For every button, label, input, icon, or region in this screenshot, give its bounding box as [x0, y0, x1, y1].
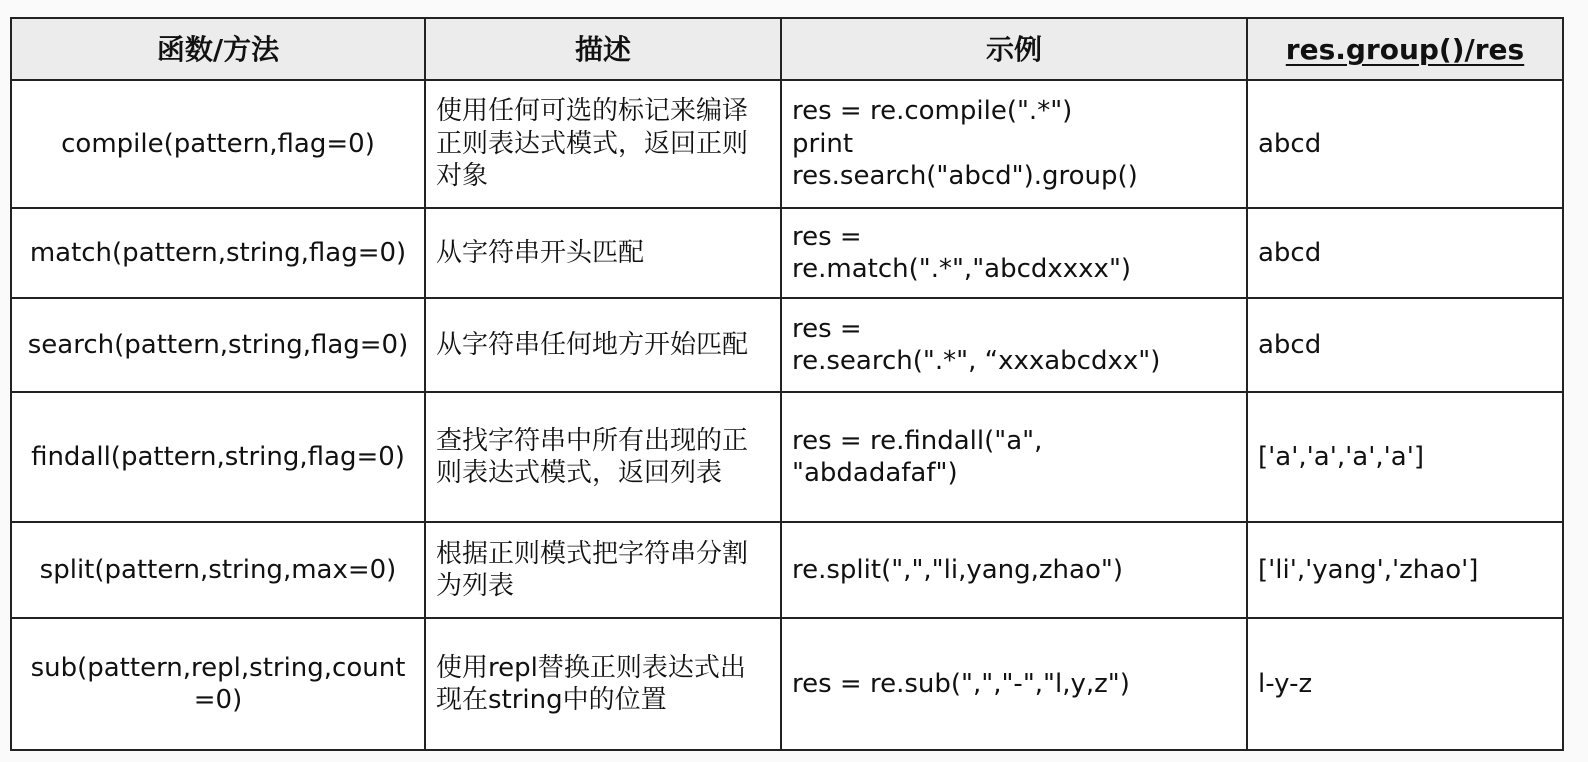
- table-row: [11, 298, 1563, 392]
- example-line: re.match(".*","abcdxxxx"): [792, 254, 1132, 284]
- description-cell: [425, 298, 781, 392]
- regex-functions-table: [10, 17, 1564, 751]
- result-cell: ['li','yang','zhao']: [1247, 522, 1563, 618]
- description-text: 使用repl替换正则表达式出现在string中的位置: [436, 652, 746, 715]
- function-cell: [11, 522, 425, 618]
- description-cell: [425, 208, 781, 298]
- header-function: 函数/方法: [11, 18, 425, 80]
- table-row: [11, 522, 1563, 618]
- example-cell: [781, 522, 1247, 618]
- table-row: [11, 208, 1563, 298]
- result-cell: l-y-z: [1247, 618, 1563, 750]
- header-description: 描述: [425, 18, 781, 80]
- description-cell: [425, 80, 781, 208]
- function-cell: [11, 298, 425, 392]
- function-signature: search(pattern,string,flag=0): [27, 329, 409, 360]
- function-cell: [11, 618, 425, 750]
- header-result: res.group()/res: [1247, 18, 1563, 80]
- function-cell: [11, 80, 425, 208]
- example-line: res =: [792, 313, 862, 344]
- example-line: re.search(".*", “xxxabcdxx"): [792, 346, 1161, 376]
- example-line: res = re.compile(".*"): [792, 96, 1073, 127]
- function-cell: [11, 392, 425, 522]
- example-line: res =: [792, 221, 862, 252]
- example-line: print: [792, 128, 854, 159]
- header-row: [11, 18, 1563, 80]
- description-text: 从字符串任何地方开始匹配: [436, 329, 749, 360]
- result-cell: abcd: [1247, 298, 1563, 392]
- description-cell: [425, 392, 781, 522]
- description-cell: [425, 522, 781, 618]
- result-cell: ['a','a','a','a']: [1247, 392, 1563, 522]
- table-row: [11, 392, 1563, 522]
- table-row: [11, 618, 1563, 750]
- example-cell: [781, 208, 1247, 298]
- example-line: re.split(",","li,yang,zhao"): [792, 554, 1123, 585]
- example-line: res.search("abcd").group(): [792, 161, 1138, 192]
- example-line: "abdadafaf"): [792, 458, 958, 488]
- example-cell: [781, 392, 1247, 522]
- result-cell: abcd: [1247, 208, 1563, 298]
- function-signature: findall(pattern,string,flag=0): [31, 441, 405, 472]
- function-signature: split(pattern,string,max=0): [39, 554, 397, 585]
- example-line: res = re.findall("a",: [792, 425, 1043, 456]
- function-signature: compile(pattern,flag=0): [61, 128, 375, 159]
- example-cell: [781, 618, 1247, 750]
- description-text: 使用任何可选的标记来编译正则表达式模式，返回正则对象: [436, 96, 749, 192]
- function-cell: [11, 208, 425, 298]
- function-signature: match(pattern,string,flag=0): [29, 237, 407, 268]
- example-line: res = re.sub(",","-","l,y,z"): [792, 668, 1130, 699]
- example-cell: [781, 298, 1247, 392]
- example-cell: [781, 80, 1247, 208]
- header-example: 示例: [781, 18, 1247, 80]
- description-text: 查找字符串中所有出现的正则表达式模式，返回列表: [436, 425, 749, 488]
- result-cell: abcd: [1247, 80, 1563, 208]
- description-cell: [425, 618, 781, 750]
- function-signature: sub(pattern,repl,string,count=0): [30, 652, 406, 715]
- description-text: 根据正则模式把字符串分割为列表: [436, 538, 749, 601]
- description-text: 从字符串开头匹配: [436, 237, 645, 268]
- table-row: [11, 80, 1563, 208]
